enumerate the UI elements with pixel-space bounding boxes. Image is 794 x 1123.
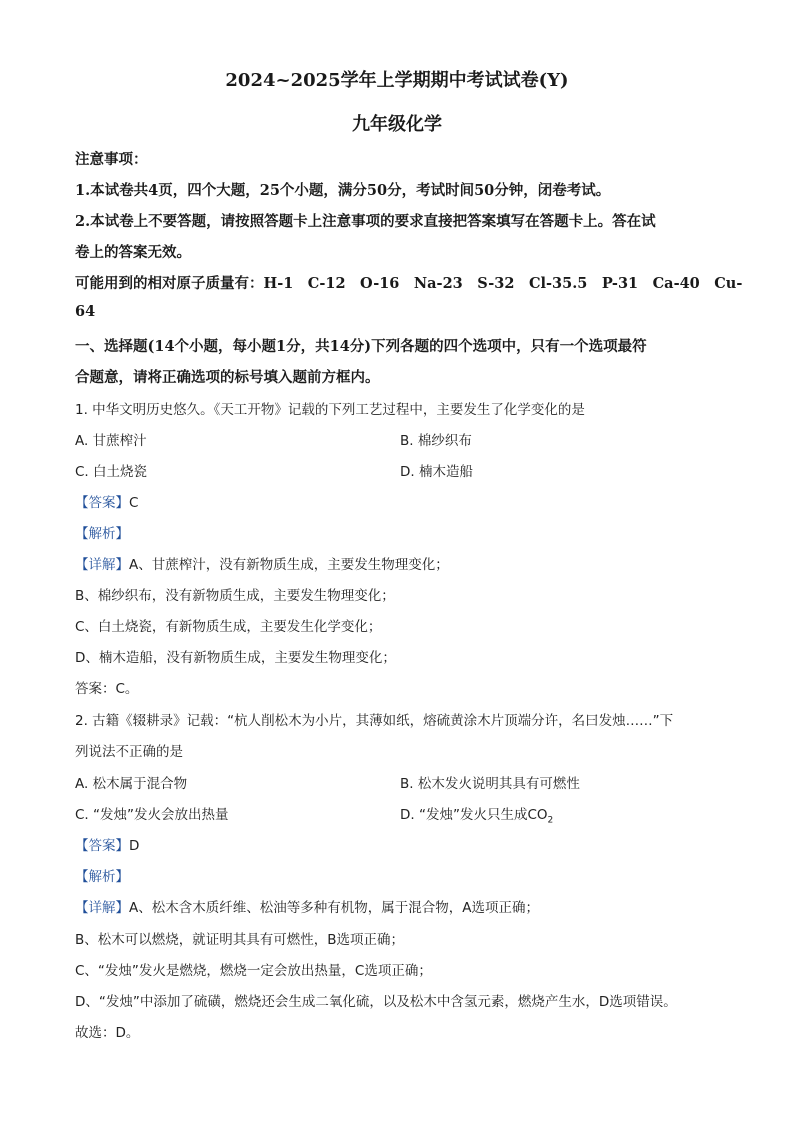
q1-option-d: D. 楠木造船 [400, 464, 473, 480]
q2-option-d [400, 803, 553, 826]
q1-analysis-line [75, 522, 129, 542]
notice-heading: 注意事项： [75, 151, 148, 168]
q2-detail-c: C、“发烛”发火是燃烧，燃烧一定会放出热量，C选项正确； [75, 963, 432, 979]
q1-analysis-tag: 【解析】 [75, 526, 129, 542]
q1-detail-a-line [75, 553, 449, 573]
q1-option-a: A. 甘蔗榨汁 [75, 433, 147, 449]
q1-option-b: B. 棉纱织布 [400, 433, 472, 449]
q2-analysis-line [75, 865, 129, 885]
q2-conclusion: 故选：D。 [75, 1025, 140, 1041]
notice-item-2-line-2: 卷上的答案无效。 [75, 244, 191, 261]
q2-detail-a: A、松木含木质纤维、松油等多种有机物，属于混合物，A选项正确； [129, 900, 539, 916]
exam-title: 2024~2025学年上学期期中考试试卷(Y) [225, 70, 569, 91]
q2-option-a: A. 松木属于混合物 [75, 776, 188, 792]
q2-analysis-tag: 【解析】 [75, 869, 129, 885]
section-1-heading-line-2: 合题意，请将正确选项的标号填入题前方框内。 [75, 369, 380, 386]
q2-stem-line-1: 2. 古籍《辍耕录》记载：“杭人削松木为小片，其薄如纸，熔硫黄涂木片顶端分许，名曰发烛……”下 [75, 713, 674, 729]
notice-item-1: 1.本试卷共4页，四个大题，25个小题，满分50分，考试时间50分钟，闭卷考试。 [75, 182, 611, 199]
q1-answer-value: C [129, 495, 139, 511]
atomic-mass-line-2: 64 [75, 303, 96, 320]
q1-answer-line [75, 491, 138, 511]
q1-detail-c: C、白土烧瓷，有新物质生成，主要发生化学变化； [75, 619, 382, 635]
q1-detail-a: A、甘蔗榨汁，没有新物质生成，主要发生物理变化； [129, 557, 449, 573]
q2-option-b: B. 松木发火说明其具有可燃性 [400, 776, 580, 792]
exam-subtitle: 九年级化学 [352, 114, 442, 135]
q1-stem: 1. 中华文明历史悠久。《天工开物》记载的下列工艺过程中，主要发生了化学变化的是 [75, 402, 585, 418]
q2-detail-d: D、“发烛”中添加了硫磺，燃烧还会生成二氧化硫，以及松木中含氢元素，燃烧产生水，D选项错误。 [75, 994, 677, 1010]
q2-answer-tag: 【答案】 [75, 838, 129, 854]
q2-option-c: C. “发烛”发火会放出热量 [75, 807, 229, 823]
q2-option-d-text: D. “发烛”发火只生成CO [400, 807, 548, 823]
q1-conclusion: 答案：C。 [75, 681, 139, 697]
section-1-heading-line-1: 一、选择题(14个小题，每小题1分，共14分)下列各题的四个选项中，只有一个选项最符 [75, 338, 647, 355]
q2-answer-value: D [129, 838, 140, 854]
q2-detail-b: B、松木可以燃烧，就证明其具有可燃性，B选项正确； [75, 932, 405, 948]
q2-stem-line-2: 列说法不正确的是 [75, 744, 183, 760]
q2-detail-a-line [75, 896, 539, 916]
q1-answer-tag: 【答案】 [75, 495, 129, 511]
q1-detail-b: B、棉纱织布，没有新物质生成，主要发生物理变化； [75, 588, 395, 604]
q1-detail-tag: 【详解】 [75, 557, 129, 573]
q1-option-c: C. 白土烧瓷 [75, 464, 148, 480]
q1-detail-d: D、楠木造船，没有新物质生成，主要发生物理变化； [75, 650, 396, 666]
atomic-mass-line-1: 可能用到的相对原子质量有：H-1 C-12 O-16 Na-23 S-32 Cl-35.5 P-31 Ca-40 Cu- [75, 275, 743, 292]
q2-answer-line [75, 834, 139, 854]
q2-detail-tag: 【详解】 [75, 900, 129, 916]
q2-option-d-subscript: 2 [547, 815, 554, 826]
notice-item-2-line-1: 2.本试卷上不要答题，请按照答题卡上注意事项的要求直接把答案填写在答题卡上。答在试 [75, 213, 656, 230]
